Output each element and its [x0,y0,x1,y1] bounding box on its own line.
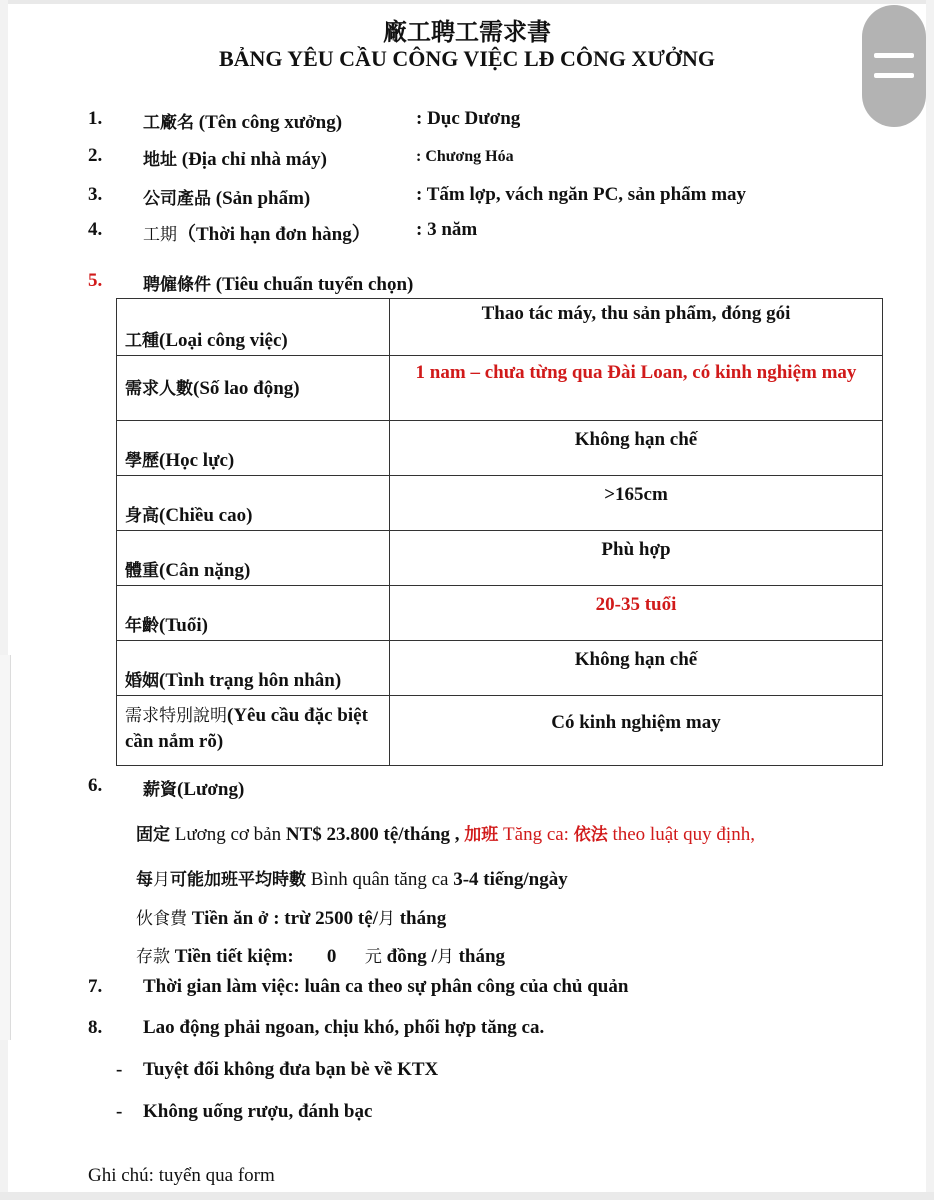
table-value-cell: 20-35 tuổi [390,586,883,641]
bullet-dash: - [116,1101,123,1122]
item-number: 6. [88,775,103,796]
key-vietnamese: (Học lực) [159,450,235,471]
key-chinese: 體重 [125,561,159,581]
table-key-cell [117,696,390,766]
bullet-text: Không uống rượu, đánh bạc [143,1101,373,1122]
label-vietnamese: (Lương) [177,779,245,800]
document-title-chinese: 廠工聘工需求書 [383,18,551,46]
text: Bình quân tăng ca [306,869,454,890]
text-chinese: 月 [436,947,454,967]
viewer-right-edge [926,0,934,1200]
section-label [143,775,244,801]
item-number: 1. [88,108,103,129]
item-number: 4. [88,219,103,240]
label-chinese: 工廠名 [143,113,194,133]
key-chinese: 年齡 [125,616,159,636]
salary-line-overtime [136,865,568,891]
salary-line-meals [136,904,446,930]
bullet-dash: - [116,1059,123,1080]
table-value-cell: Phù hợp [390,531,883,586]
text-chinese: 月 [377,909,395,929]
table-value-cell: Có kinh nghiệm may [390,696,883,766]
item-number: 7. [88,976,103,997]
key-chinese: 需求特別說明 [125,706,227,726]
label-chinese: 工期 [143,225,177,245]
table-row [117,696,883,766]
key-chinese: 學歷 [125,451,159,471]
info-label [143,184,310,210]
text-chinese: 可能加班平均時數 [170,870,306,890]
text-chinese: 固定 [136,825,170,845]
table-key-cell [117,586,390,641]
info-label [143,219,371,246]
bullet-item [0,1059,900,1085]
info-label [143,145,327,171]
table-key-cell [117,421,390,476]
text-chinese: 每 [136,870,153,890]
item-text: Lao động phải ngoan, chịu khó, phối hợp tăng ca. [143,1017,545,1038]
viewer-top-edge [8,0,926,4]
item-number: 8. [88,1017,103,1038]
key-chinese: 婚姻 [125,671,159,691]
key-vietnamese: (Số lao động) [193,377,300,399]
text: Tiền tiết kiệm: 0 [170,946,365,967]
overtime-hours: 3-4 tiếng/ngày [453,869,568,890]
table-value-cell: >165cm [390,476,883,531]
text-chinese: 存款 [136,947,170,967]
item-number: 2. [88,145,103,166]
text-chinese: 加班 [464,825,499,845]
text: Tăng ca: [498,824,574,845]
info-row-factory-name [0,108,900,134]
label-vietnamese: (Địa chỉ nhà máy) [177,149,327,170]
info-row-products [0,184,900,210]
table-key-cell [117,299,390,356]
table-key-cell [117,641,390,696]
info-value: : Dục Dương [416,108,521,129]
key-vietnamese: (Yêu cầu đặc biệt cần nắm rõ) [125,705,368,752]
table-row [117,299,883,356]
text: theo luật quy định, [607,824,755,845]
label-chinese: 公司產品 [143,189,211,209]
text: Lương cơ bản [170,824,286,845]
info-value: : Tấm lợp, vách ngăn PC, sản phẩm may [416,184,747,205]
text: tháng [394,908,447,929]
viewer-bottom-edge [0,1192,934,1200]
key-chinese: 工種 [125,331,159,351]
table-row [117,356,883,421]
item-number: 3. [88,184,103,205]
item-working-time [0,976,900,1002]
key-vietnamese: (Tuổi) [159,615,208,636]
label-vietnamese: （Thời hạn đơn hàng） [177,224,371,245]
bullet-item [0,1101,900,1127]
item-text: Thời gian làm việc: luân ca theo sự phân công của chủ quản [143,976,629,997]
table-row [117,476,883,531]
text-chinese: 元 [364,947,382,967]
table-key-cell [117,531,390,586]
text-chinese: 月 [153,870,170,890]
table-key-cell [117,476,390,531]
table-row [117,586,883,641]
section-salary [0,775,900,801]
text-chinese: 依法 [573,825,608,845]
table-value-cell: Không hạn chế [390,641,883,696]
text: đồng / [381,946,437,967]
text: tháng [453,946,506,967]
section-selection-criteria [0,270,900,296]
document-title-vietnamese: BẢNG YÊU CẦU CÔNG VIỆC LĐ CÔNG XƯỞNG [218,46,716,71]
item-labor-attitude [0,1017,900,1043]
info-value: : Chương Hóa [416,148,514,165]
label-chinese: 聘僱條件 [143,275,211,295]
table-value-cell: Thao tác máy, thu sản phẩm, đóng gói [390,299,883,356]
table-value-cell: 1 nam – chưa từng qua Đài Loan, có kinh nghiệm may [390,356,883,421]
requirements-table [116,298,883,766]
key-vietnamese: (Loại công việc) [159,330,288,351]
item-number: 5. [88,270,103,291]
salary-line-savings [136,942,505,968]
table-row [117,421,883,476]
key-vietnamese: (Tình trạng hôn nhân) [159,670,342,691]
key-vietnamese: (Chiều cao) [159,505,253,526]
label-chinese: 地址 [143,150,177,170]
key-vietnamese: (Cân nặng) [159,560,251,581]
section-label [143,270,413,296]
label-vietnamese: (Tiêu chuẩn tuyển chọn) [211,274,414,295]
table-value-cell: Không hạn chế [390,421,883,476]
info-row-duration [0,219,900,245]
info-value: : 3 năm [416,219,478,240]
footer-note: Ghi chú: tuyển qua form [88,1165,275,1186]
table-key-cell [117,356,390,421]
salary-line-base [136,820,755,846]
text: Tiền ăn ở : trừ 2500 tệ/ [187,908,378,929]
bullet-text: Tuyệt đối không đưa bạn bè về KTX [143,1059,439,1080]
table-row [117,641,883,696]
key-chinese: 身高 [125,506,159,526]
table-row [117,531,883,586]
info-row-address [0,145,900,171]
hamburger-menu-icon [874,73,914,78]
label-vietnamese: (Sản phẩm) [211,188,311,209]
text-chinese: 伙食費 [136,909,187,929]
label-vietnamese: (Tên công xưởng) [194,112,343,133]
info-label [143,108,342,134]
label-chinese: 薪資 [143,780,177,800]
salary-amount: NT$ 23.800 tệ/tháng , [285,824,465,845]
key-chinese: 需求人數 [125,378,193,399]
